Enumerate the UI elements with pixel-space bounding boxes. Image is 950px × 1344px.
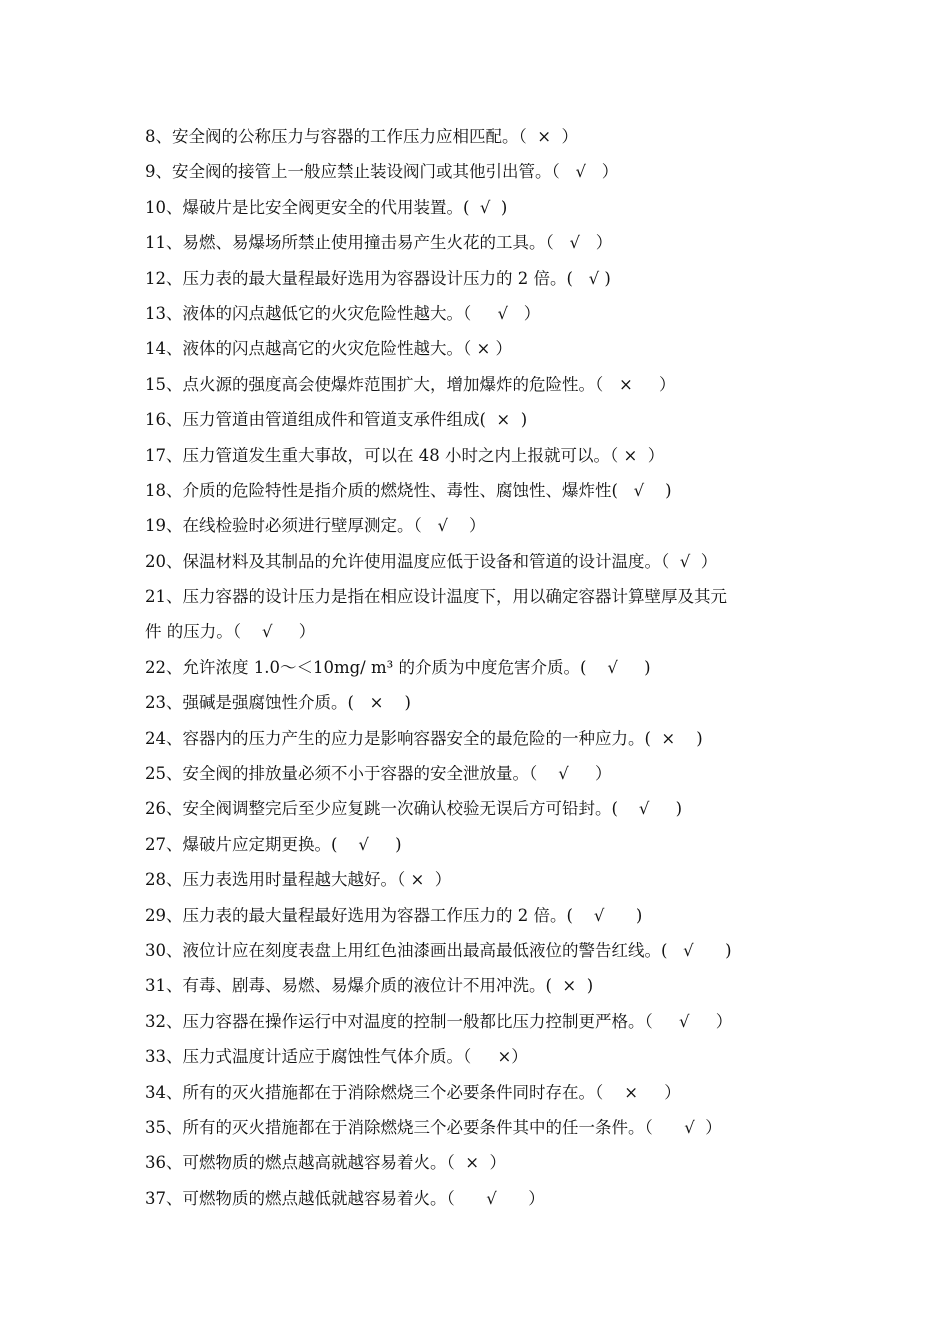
question-line-21: 21、压力容器的设计压力是指在相应设计温度下，用以确定容器计算壁厚及其元 xyxy=(145,587,727,607)
question-line-19: 19、在线检验时必须进行壁厚测定。（ √ ） xyxy=(145,516,486,536)
question-line-25: 25、安全阀的排放量必须不小于容器的安全泄放量。（ √ ） xyxy=(145,764,612,784)
question-line-8: 8、安全阀的公称压力与容器的工作压力应相匹配。（ × ） xyxy=(145,127,579,146)
question-line-17: 17、压力管道发生重大事故，可以在 48 小时之内上报就可以。（ × ） xyxy=(145,445,665,465)
question-line-18: 18、介质的危险特性是指介质的燃烧性、毒性、腐蚀性、爆炸性( √ ) xyxy=(145,480,672,500)
question-line-13: 13、液体的闪点越低它的火灾危险性越大。（ √ ） xyxy=(145,303,541,323)
question-line-16: 16、压力管道由管道组成件和管道支承件组成( × ) xyxy=(145,410,528,430)
question-line-29: 29、压力表的最大量程最好选用为容器工作压力的 2 倍。( √ ) xyxy=(145,905,643,925)
question-line-37: 37、可燃物质的燃点越低就越容易着火。（ √ ） xyxy=(145,1188,545,1208)
question-line-10: 10、爆破片是比安全阀更安全的代用装置。( √ ) xyxy=(145,197,508,217)
question-line-27: 27、爆破片应定期更换。( √ ) xyxy=(145,834,402,854)
question-list xyxy=(145,119,815,1216)
question-line-32: 32、压力容器在操作运行中对温度的控制一般都比压力控制更严格。（ √ ） xyxy=(145,1011,733,1031)
question-line-21-cont: 件 的压力。（ √ ） xyxy=(145,622,316,642)
question-line-35: 35、所有的灭火措施都在于消除燃烧三个必要条件其中的任一条件。（ √ ） xyxy=(145,1117,722,1137)
question-line-9: 9、安全阀的接管上一般应禁止装设阀门或其他引出管。（ √ ） xyxy=(145,162,619,182)
question-line-22: 22、允许浓度 1.0～＜10mg/ m³ 的介质为中度危害介质。( √ ) xyxy=(145,657,651,677)
question-line-15: 15、点火源的强度高会使爆炸范围扩大，增加爆炸的危险性。（ × ） xyxy=(145,374,676,394)
question-line-34: 34、所有的灭火措施都在于消除燃烧三个必要条件同时存在。（ × ） xyxy=(145,1082,681,1102)
question-line-12: 12、压力表的最大量程最好选用为容器设计压力的 2 倍。( √ ) xyxy=(145,268,611,288)
question-line-11: 11、易燃、易爆场所禁止使用撞击易产生火花的工具。（ √ ） xyxy=(145,233,613,253)
question-line-28: 28、压力表选用时量程越大越好。（ × ） xyxy=(145,870,452,890)
question-line-26: 26、安全阀调整完后至少应复跳一次确认校验无误后方可铅封。( √ ) xyxy=(145,799,683,819)
question-line-31: 31、有毒、剧毒、易燃、易爆介质的液位计不用冲洗。( × ) xyxy=(145,976,594,996)
question-line-23: 23、强碱是强腐蚀性介质。( × ) xyxy=(145,693,411,713)
question-line-30: 30、液位计应在刻度表盘上用红色油漆画出最高最低液位的警告红线。( √ ) xyxy=(145,940,732,960)
question-line-36: 36、可燃物质的燃点越高就越容易着火。（ × ） xyxy=(145,1153,507,1173)
question-line-24: 24、容器内的压力产生的应力是影响容器安全的最危险的一种应力。( × ) xyxy=(145,728,703,748)
question-line-14: 14、液体的闪点越高它的火灾危险性越大。（ × ） xyxy=(145,339,513,359)
question-line-20: 20、保温材料及其制品的允许使用温度应低于设备和管道的设计温度。（ √ ） xyxy=(145,551,718,571)
question-line-33: 33、压力式温度计适应于腐蚀性气体介质。（ ×） xyxy=(145,1047,528,1067)
